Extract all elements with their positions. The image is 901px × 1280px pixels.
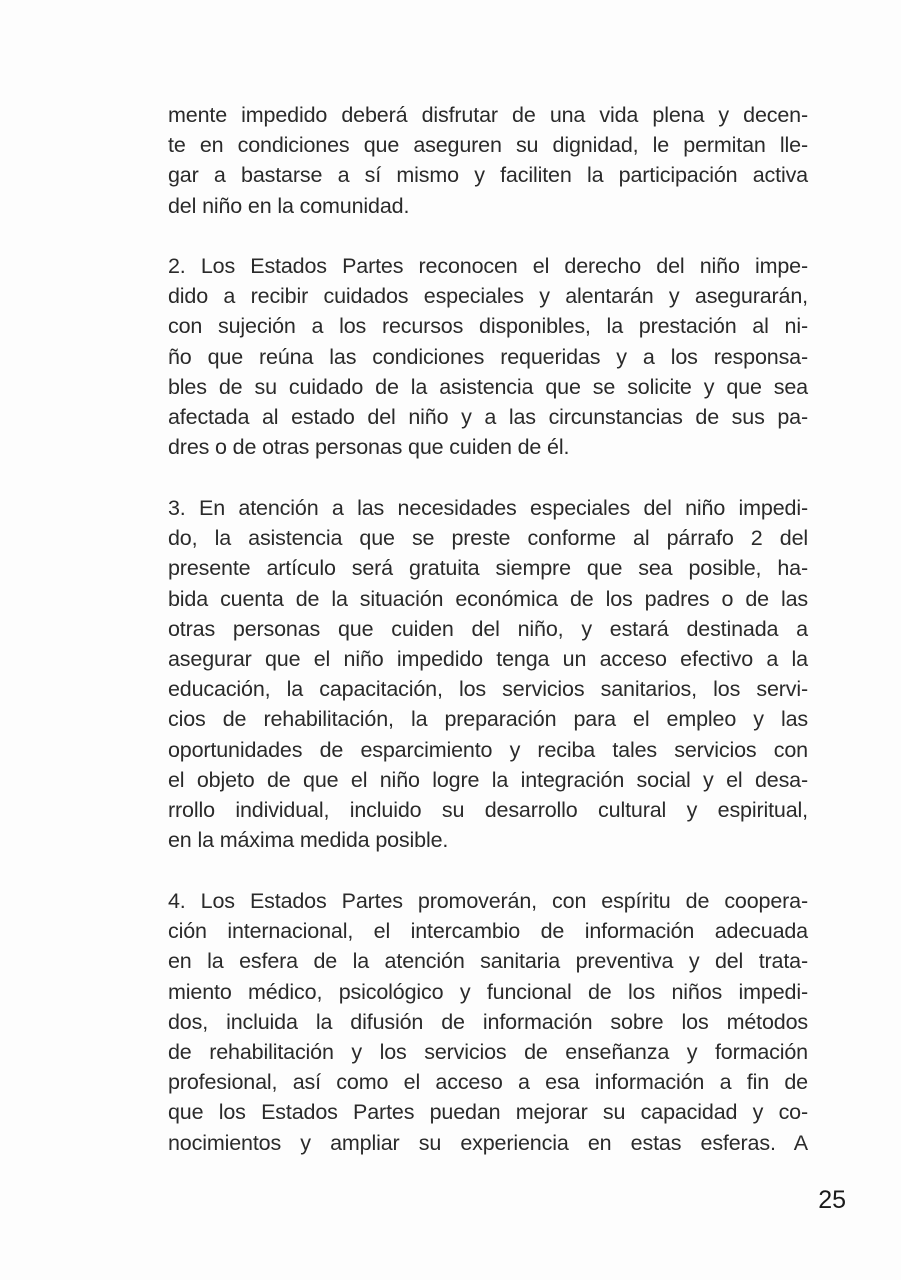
text-line: 3. En atención a las necesidades especiales del niño impedi-: [168, 496, 808, 520]
page-number: 25: [818, 1186, 846, 1214]
text-line: do, la asistencia que se preste conforme al párrafo 2 del: [168, 526, 808, 551]
paragraph-continuation: [168, 100, 808, 221]
paragraph-4: [168, 886, 808, 1158]
text-line: oportunidades de esparcimiento y reciba tales servicios con: [168, 737, 808, 762]
text-line: gar a bastarse a sí mismo y faciliten la participación activa: [168, 163, 808, 188]
text-line: en la esfera de la atención sanitaria preventiva y del trata-: [168, 949, 808, 974]
text-line: del niño en la comunidad.: [168, 193, 410, 218]
text-line: bida cuenta de la situación económica de los padres o de las: [168, 586, 808, 611]
text-line: rrollo individual, incluido su desarrollo cultural y espiritual,: [168, 797, 808, 822]
text-line: presente artículo será gratuita siempre que sea posible, ha-: [168, 556, 808, 581]
text-line: con sujeción a los recursos disponibles, la prestación al ni-: [168, 314, 808, 339]
text-line: 4. Los Estados Partes promoverán, con espíritu de coopera-: [168, 889, 808, 913]
text-line: nocimientos y ampliar su experiencia en estas esferas. A: [168, 1130, 808, 1155]
text-line: educación, la capacitación, los servicios sanitarios, los servi-: [168, 677, 808, 702]
text-line: ción internacional, el intercambio de información adecuada: [168, 919, 808, 944]
text-line: mente impedido deberá disfrutar de una vida plena y decen-: [168, 103, 808, 127]
text-line: otras personas que cuiden del niño, y estará destinada a: [168, 616, 808, 641]
text-line: asegurar que el niño impedido tenga un acceso efectivo a la: [168, 646, 808, 671]
paragraph-3: [168, 493, 808, 855]
text-line: que los Estados Partes puedan mejorar su capacidad y co-: [168, 1100, 808, 1125]
text-line: en la máxima medida posible.: [168, 828, 449, 853]
text-line: bles de su cuidado de la asistencia que se solicite y que sea: [168, 374, 808, 399]
text-line: afectada al estado del niño y a las circunstancias de sus pa-: [168, 404, 808, 429]
text-line: te en condiciones que aseguren su dignidad, le permitan lle-: [168, 133, 808, 158]
text-line: de rehabilitación y los servicios de enseñanza y formación: [168, 1039, 808, 1064]
paragraph-2: [168, 251, 808, 462]
text-line: dido a recibir cuidados especiales y alentarán y asegurarán,: [168, 284, 808, 309]
text-line: ño que reúna las condiciones requeridas y a los responsa-: [168, 344, 808, 369]
text-line: el objeto de que el niño logre la integración social y el desa-: [168, 767, 808, 792]
text-line: dres o de otras personas que cuiden de él.: [168, 435, 570, 460]
text-line: dos, incluida la difusión de información sobre los métodos: [168, 1009, 808, 1034]
text-line: 2. Los Estados Partes reconocen el derecho del niño impe-: [168, 254, 808, 278]
text-line: profesional, así como el acceso a esa información a fin de: [168, 1070, 808, 1095]
text-line: cios de rehabilitación, la preparación para el empleo y las: [168, 707, 808, 732]
text-line: miento médico, psicológico y funcional de los niños impedi-: [168, 979, 808, 1004]
